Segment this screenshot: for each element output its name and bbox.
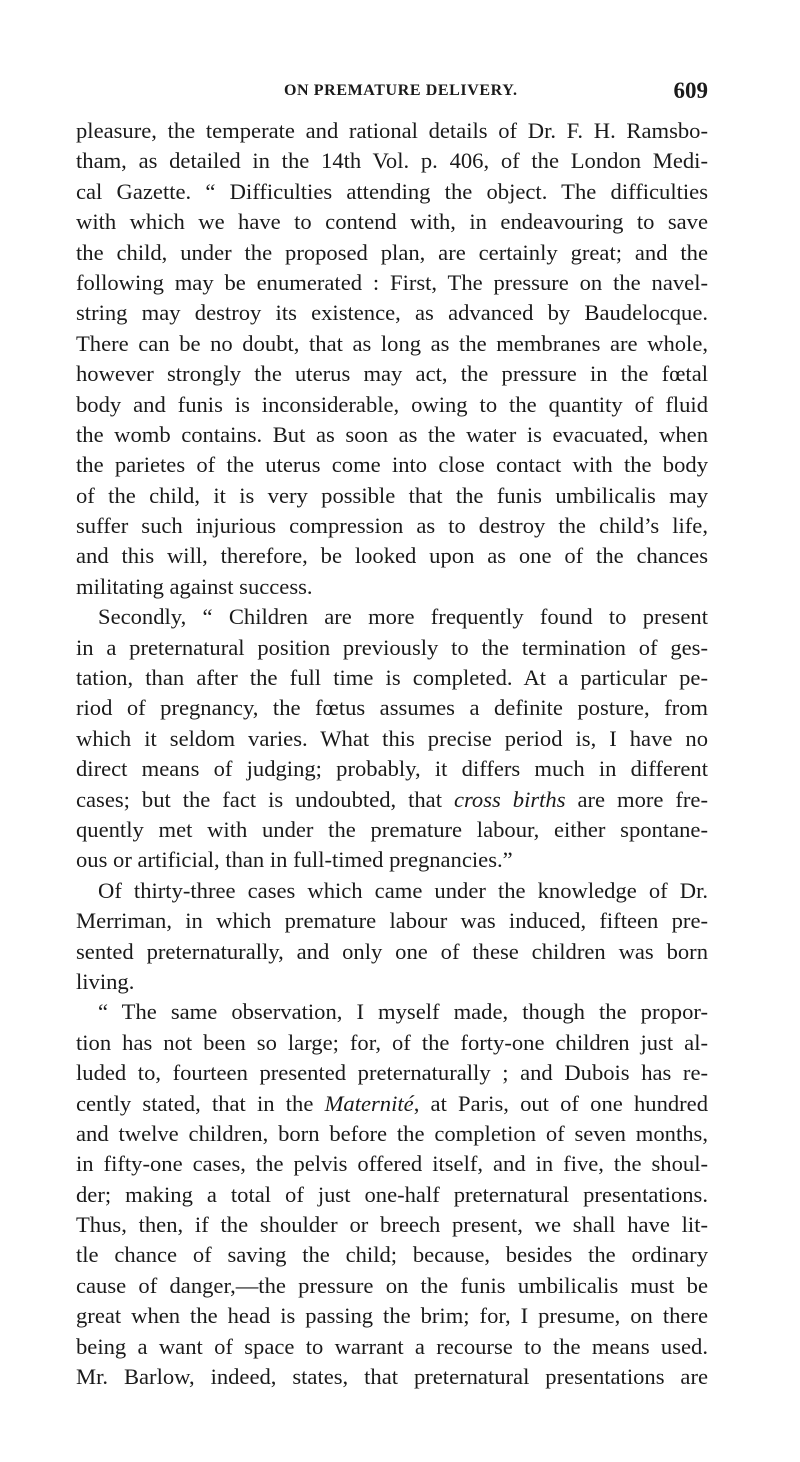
text-line: quently met with under the premature labour, either spontane- (76, 816, 708, 842)
text-line: in a preternatural position previously to the termination of ges- (76, 634, 708, 660)
running-title: ON PREMATURE DELIVERY. (284, 82, 518, 99)
text-line: tle chance of saving the child; because, besides the ordinary (76, 1242, 708, 1268)
text-line: string may destroy its existence, as advanced by Baudelocque. (76, 300, 708, 326)
text-line: the womb contains. But as soon as the water is evacuated, when (76, 421, 708, 447)
text-line: cause of danger,—the pressure on the funis umbilicalis must be (76, 1272, 708, 1298)
text-line: which it seldom varies. What this precise period is, I have no (76, 725, 708, 751)
text-line: luded to, fourteen presented preternaturally ; and Dubois has re- (76, 1060, 708, 1086)
text-line: sented preternaturally, and only one of these children was born (76, 938, 708, 964)
text-line: tation, than after the full time is completed. At a particular pe- (76, 665, 708, 691)
text-line: suffer such injurious compression as to destroy the child’s life, (76, 513, 708, 539)
text-line: being a want of space to warrant a recourse to the means used. (76, 1333, 708, 1359)
text-line: the parietes of the uterus come into close contact with the body (76, 452, 708, 478)
text-line: Of thirty-three cases which came under the knowledge of Dr. (98, 877, 708, 903)
text-line: There can be no doubt, that as long as the membranes are whole, (76, 330, 708, 356)
text-line: riod of pregnancy, the fœtus assumes a definite posture, from (76, 695, 708, 721)
text-line: however strongly the uterus may act, the pressure in the fœtal (76, 361, 708, 387)
text-line: tham, as detailed in the 14th Vol. p. 406, of the London Medi- (76, 148, 708, 174)
text-line: militating against success. (76, 573, 313, 599)
text-line: Thus, then, if the shoulder or breech present, we shall have lit- (76, 1212, 708, 1238)
text-line: with which we have to contend with, in endeavouring to save (76, 209, 708, 235)
text-line: Secondly, “ Children are more frequently found to present (98, 604, 708, 630)
running-head (76, 78, 708, 108)
text-line: tion has not been so large; for, of the forty-one children just al- (76, 1029, 708, 1055)
page-number: 609 (673, 78, 708, 103)
text-line: Mr. Barlow, indeed, states, that preternatural presentations are (76, 1364, 708, 1390)
text-line: cases; but the fact is undoubted, that cross births are more fre- (76, 786, 708, 812)
text-line: and twelve children, born before the completion of seven months, (76, 1120, 708, 1146)
text-line: pleasure, the temperate and rational details of Dr. F. H. Ramsbo- (76, 118, 708, 143)
text-line: of the child, it is very possible that the funis umbilicalis may (76, 482, 708, 508)
text-line: and this will, therefore, be looked upon as one of the chances (76, 543, 708, 569)
text-line: direct means of judging; probably, it differs much in different (76, 756, 708, 782)
text-line: cal Gazette. “ Difficulties attending the object. The difficulties (76, 178, 708, 204)
text-line: living. (76, 968, 135, 994)
text-line: ous or artificial, than in full-timed pregnancies.” (76, 847, 513, 873)
text-line: following may be enumerated : First, The pressure on the navel- (76, 269, 708, 295)
text-line: body and funis is inconsiderable, owing to the quantity of fluid (76, 391, 708, 417)
text-line: great when the head is passing the brim; for, I presume, on there (76, 1303, 708, 1329)
text-line: in fifty-one cases, the pelvis offered itself, and in five, the shoul- (76, 1151, 708, 1177)
text-line: “ The same observation, I myself made, though the propor- (98, 999, 708, 1025)
text-line: the child, under the proposed plan, are certainly great; and the (76, 239, 708, 265)
text-line: der; making a total of just one-half preternatural presentations. (76, 1181, 708, 1207)
text-line: Merriman, in which premature labour was induced, fifteen pre- (76, 908, 708, 934)
text-line: cently stated, that in the Maternité, at Paris, out of one hundred (76, 1090, 708, 1116)
body-text (76, 116, 708, 1392)
